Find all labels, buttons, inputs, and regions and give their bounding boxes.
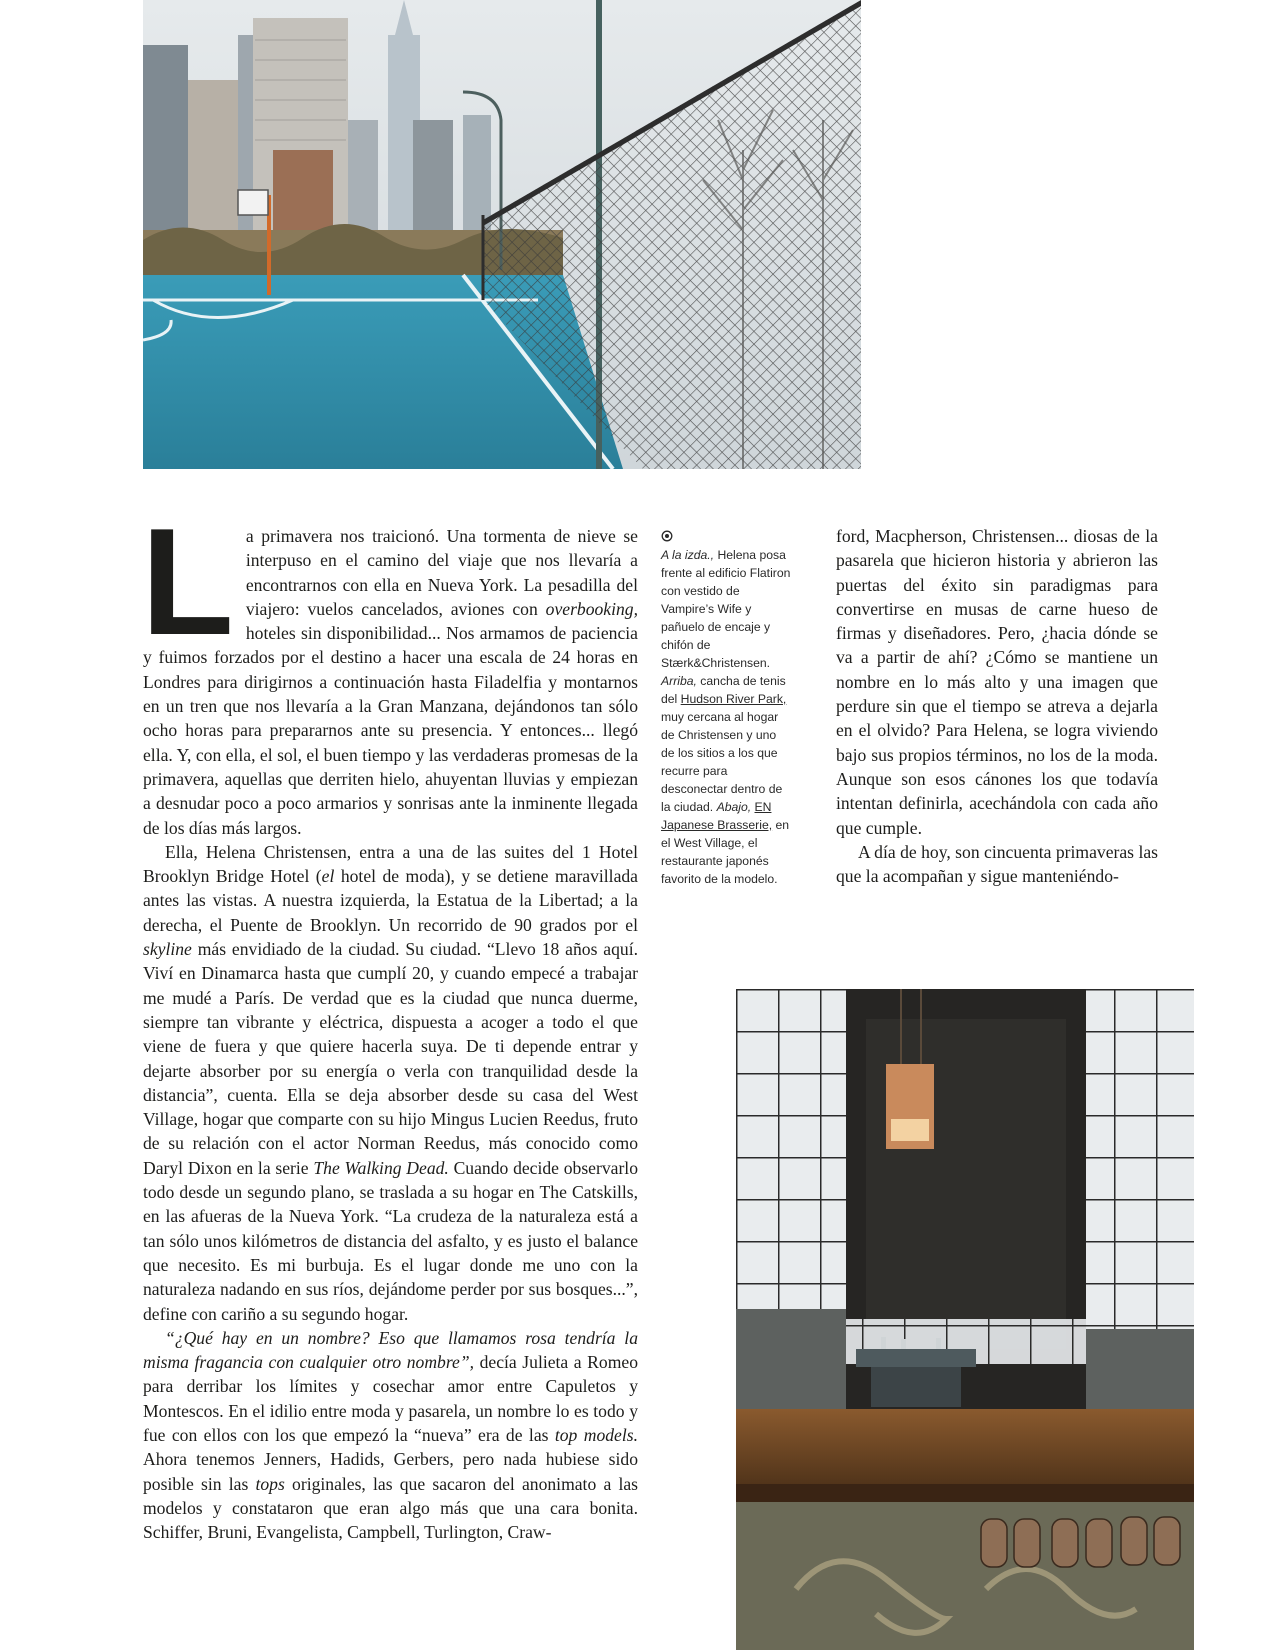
photo-caption (661, 530, 793, 888)
text-run: Abajo, (716, 800, 752, 814)
article-paragraph: “¿Qué hay en un nombre? Eso que llamamos rosa tendría la misma fragancia con cualquier otro nombre”, decía Julieta a Romeo para derribar los límites y cosechar amor entre Capuletos y Montescos. En el idilio entre moda y pasarela, un nombre lo es todo y fue con ellos con los que empezó la “nueva” era de las top models. Ahora tenemos Jenners, Hadids, Gerbers, pero nada hubiese sido posible sin las tops originales, las que sacaron del anonimato a las modelos y constataron que eran algo más que una cara bonita. Schiffer, Bruni, Evangelista, Campbell, Turlington, Craw- (143, 1327, 639, 1543)
caption-text: A la izda., Helena posa frente al edificio Flatiron con vestido de Vampire’s Wife y pañuelo de encaje y chifón de Stærk&Christensen. Arriba, cancha de tenis del Hudson River Park, muy cercana al hogar de Christensen y uno de los sitios a los que recurre para desconectar dentro de la ciudad. Abajo, EN Japanese Brasserie, en el West Village, el restaurante japonés favorito de la modelo. (661, 548, 791, 886)
text-run: Arriba, (661, 674, 697, 688)
article-column-left (141, 497, 639, 1544)
text-run: EN Japanese Brasserie, (661, 800, 773, 832)
court-illustration (143, 0, 861, 469)
article-paragraph: a primavera nos traicionó. Una tormenta de nieve se interpuso en el camino del viaje que nos llevaría a encontrarnos con ella en Nueva York. La pesadilla del viajero: vuelos cancelados, aviones con overbooking, hoteles sin disponibilidad... Nos armamos de paciencia y fuimos forzados por el destino a hacer una escala de 24 horas en Londres para dirigirnos a continuación hasta Filadelfia y montarnos en un tren que nos llevaría a la Gran Manzana, dejándonos tan sólo ocho horas para prepararnos ante su presencia. Y entonces... llegó ella. Y, con ella, el sol, el buen tiempo y las verdaderas promesas de la primavera, aquellas que derriten hielo, ahuyentan lluvias y empiezan a desnudar poco a poco armarios y sonrisas ante la inminente llegada de los días más largos. (143, 526, 638, 838)
restaurant-illustration (736, 989, 1194, 1650)
article-paragraph: Ella, Helena Christensen, entra a una de las suites del 1 Hotel Brooklyn Bridge Hotel (el hotel de moda), y se detiene maravillada antes las vistas. A nuestra izquierda, la Estatua de la Libertad; a la derecha, el Puente de Brooklyn. Un recorrido de 90 grados por el skyline más envidiado de la ciudad. Su ciudad. “Llevo 18 años aquí. Viví en Dinamarca hasta que cumplí 20, y cuando empecé a trabajar me mudé a París. De verdad que es la ciudad que nunca duerme, siempre tan vibrante y eléctrica, dispuesta a acoger a todo el que viene de fuera y que quiere hacerla suya. De ti depende entrar y dejarte absorber por su energía o verla con tranquilidad desde la distancia”, cuenta. Ella se deja absorber desde su casa del West Village, hogar que comparte con su hijo Mingus Lucien Reedus, fruto de su relación con el actor Norman Reedus, más conocido como Daryl Dixon en la serie The Walking Dead. Cuando decide observarlo todo desde un segundo plano, se traslada a su hogar en The Catskills, en las afueras de la Nueva York. “La crudeza de la naturaleza está a tan sólo unos kilómetros de distancia del asfalto, y es justo el balance que necesito. Es mi burbuja. Es el lugar donde me uno con la naturaleza nadando en sus ríos, dejándome perder por sus bosques...”, define con cariño a su segundo hogar. (143, 841, 638, 1324)
article-paragraph: ford, Macpherson, Christensen... diosas de la pasarela que hicieron historia y abrieron las puertas del éxito sin paradigmas para convertirse en musas de carne hueso de firmas y diseñadores. Pero, ¿hacia dónde se va a partir de ahí? ¿Cómo se mantiene un nombre en lo más alto y una imagen que perdure sin que el tiempo se atreva a dejarla en el olvido? Para Helena, se logra viviendo bajo sus propios términos, no los de la moda. Aunque son esos cánones los que todavía intentan definirla, acechándola con cada año que cumple. (836, 526, 1158, 838)
text-run: The Walking Dead. (313, 1157, 449, 1178)
text-run: el (321, 866, 335, 887)
drop-cap: L (141, 497, 234, 667)
article-column-right (836, 524, 1158, 888)
text-run: overbooking, (545, 598, 638, 619)
article-paragraph: A día de hoy, son cincuenta primaveras las que la acompañan y sigue manteniéndo- (836, 841, 1158, 887)
text-run: tops (255, 1473, 285, 1494)
text-run: “¿Qué hay en un nombre? Eso que llamamos rosa tendría la misma fragancia con cualquier otro nombre”, (143, 1327, 638, 1373)
text-run: A la izda., (661, 548, 715, 562)
text-run: Hudson River Park, (680, 692, 787, 706)
photo-basketball-court (143, 0, 861, 469)
circled-dot-icon (661, 530, 673, 542)
photo-japanese-restaurant (736, 989, 1194, 1650)
text-run: skyline (143, 939, 192, 960)
text-run: top models. (554, 1424, 638, 1445)
